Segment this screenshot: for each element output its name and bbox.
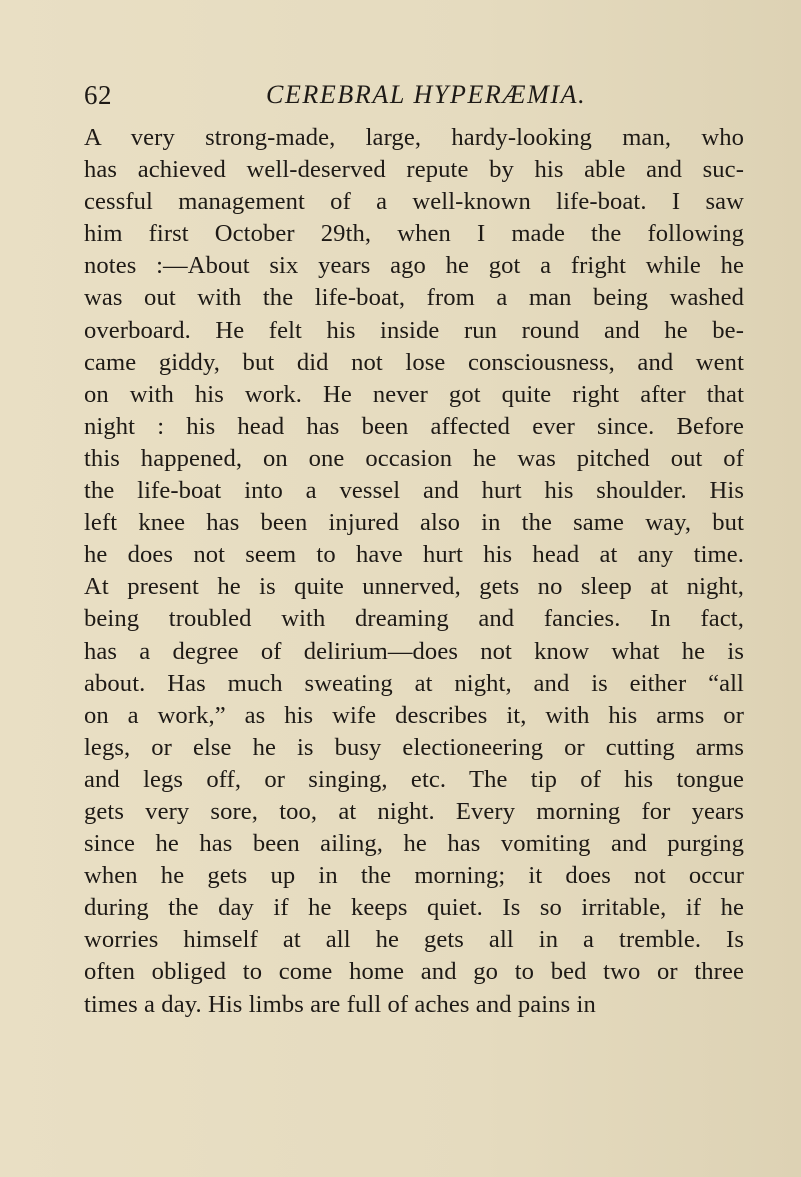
text-line: night : his head has been affected ever since. Before	[84, 412, 744, 440]
text-line: and legs off, or singing, etc. The tip of his tongue	[84, 765, 744, 793]
text-line: since he has been ailing, he has vomiting and purging	[84, 830, 744, 858]
text-line: on with his work. He never got quite right after that	[84, 380, 744, 408]
text-line: left knee has been injured also in the same way, but	[84, 509, 744, 537]
text-line: worries himself at all he gets all in a tremble. Is	[84, 926, 744, 954]
text-line: times a day. His limbs are full of aches and pains in	[84, 990, 596, 1018]
running-head	[84, 78, 734, 114]
text-line: he does not seem to have hurt his head at any time.	[84, 541, 744, 569]
running-title: CEREBRAL HYPERÆMIA.	[266, 80, 587, 109]
text-line: came giddy, but did not lose consciousness, and went	[84, 348, 744, 376]
text-line: gets very sore, too, at night. Every morning for years	[84, 797, 744, 825]
text-line: on a work,” as his wife describes it, with his arms or	[84, 701, 744, 729]
text-line: when he gets up in the morning; it does not occur	[84, 862, 744, 890]
text-line: this happened, on one occasion he was pitched out of	[84, 444, 744, 472]
text-line: the life-boat into a vessel and hurt his shoulder. His	[84, 477, 744, 505]
text-line: during the day if he keeps quiet. Is so irritable, if he	[84, 894, 744, 922]
page-number: 62	[84, 80, 112, 110]
text-line: notes :—About six years ago he got a fright while he	[84, 252, 744, 280]
text-line: overboard. He felt his inside run round and he be-	[84, 316, 744, 344]
text-line: was out with the life-boat, from a man being washed	[84, 284, 744, 312]
text-line: about. Has much sweating at night, and is either “all	[84, 669, 744, 697]
text-line: has a degree of delirium—does not know what he is	[84, 637, 744, 665]
text-line: has achieved well-deserved repute by his able and suc-	[84, 156, 744, 184]
text-line: At present he is quite unnerved, gets no sleep at night,	[84, 573, 744, 601]
text-line: cessful management of a well-known life-boat. I saw	[84, 188, 744, 216]
body-text	[84, 122, 744, 1021]
text-line: often obliged to come home and go to bed two or three	[84, 958, 744, 986]
text-line: being troubled with dreaming and fancies. In fact,	[84, 605, 744, 633]
text-line: A very strong-made, large, hardy-looking man, who	[84, 124, 744, 151]
text-line: him first October 29th, when I made the following	[84, 220, 744, 248]
text-line: legs, or else he is busy electioneering or cutting arms	[84, 733, 744, 761]
